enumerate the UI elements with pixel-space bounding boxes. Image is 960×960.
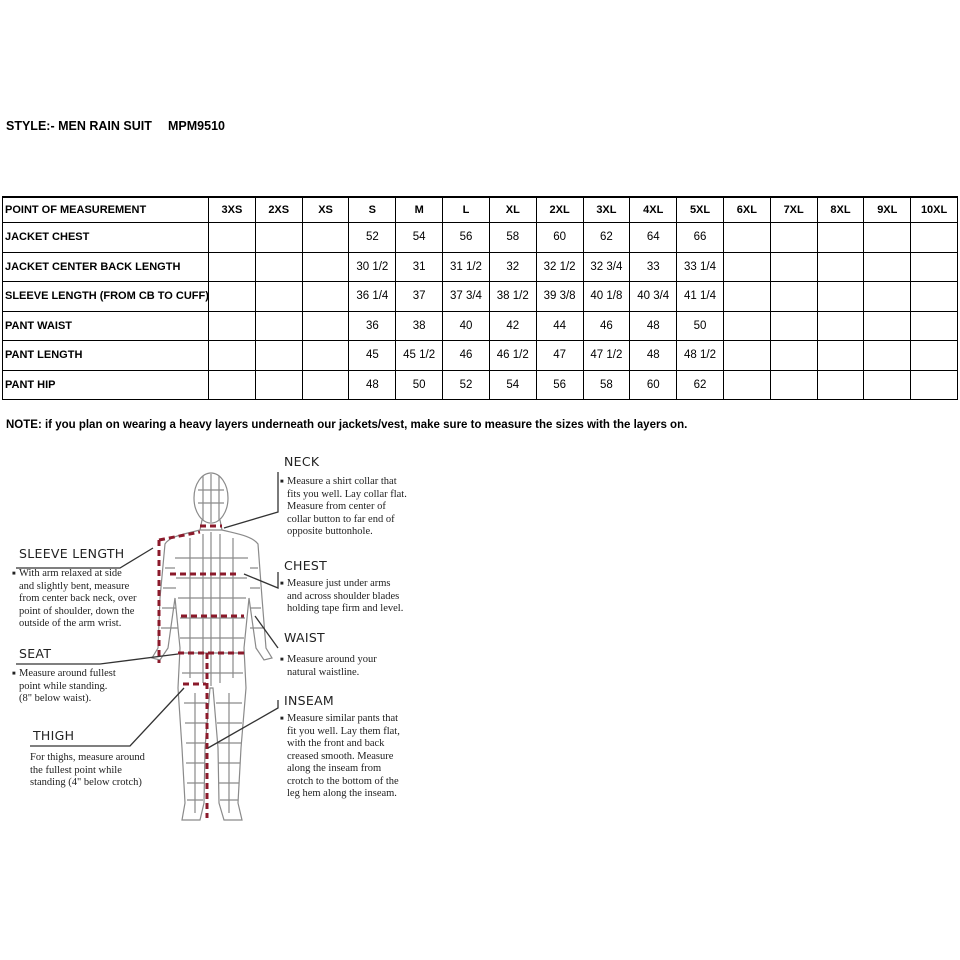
column-header-size: 3XS <box>209 197 256 223</box>
seat-title: SEAT <box>19 646 52 661</box>
measurement-value-cell: 33 1/4 <box>677 252 724 282</box>
description-line: holding tape firm and level. <box>287 603 404 614</box>
bullet-icon: ■ <box>280 479 284 485</box>
measurement-value-cell <box>255 341 302 371</box>
measurement-value-cell <box>255 370 302 400</box>
description-line: with the front and back <box>287 738 385 749</box>
measurement-value-cell <box>723 370 770 400</box>
measurement-value-cell <box>770 370 817 400</box>
description-line: and slightly bent, measure <box>19 580 130 592</box>
measurement-value-cell: 40 3/4 <box>630 282 677 312</box>
measurement-value-cell <box>255 282 302 312</box>
measurement-value-cell: 48 <box>630 341 677 371</box>
measurement-value-cell <box>209 370 256 400</box>
measurement-value-cell <box>817 341 864 371</box>
measurement-value-cell <box>723 341 770 371</box>
measurement-value-cell: 36 <box>349 311 396 341</box>
description-line: leg hem along the inseam. <box>287 788 397 799</box>
measurement-value-cell <box>302 252 349 282</box>
measurement-guide <box>0 448 960 868</box>
description-line: creased smooth. Measure <box>287 750 394 762</box>
measurement-value-cell: 45 <box>349 341 396 371</box>
measurement-value-cell: 54 <box>396 223 443 253</box>
measurement-value-cell <box>209 341 256 371</box>
measurement-value-cell <box>255 311 302 341</box>
inseam-title: INSEAM <box>284 693 335 708</box>
measurement-value-cell <box>911 370 958 400</box>
description-line: outside of the arm wrist. <box>19 618 122 629</box>
measurement-name-cell: PANT HIP <box>3 370 209 400</box>
measurement-value-cell: 60 <box>536 223 583 253</box>
measurement-value-cell: 54 <box>489 370 536 400</box>
measurement-name-cell: PANT LENGTH <box>3 341 209 371</box>
measurement-name-cell: SLEEVE LENGTH (FROM CB TO CUFF) <box>3 282 209 312</box>
description-line: ■ Measure around your <box>280 654 377 665</box>
column-header-size: 3XL <box>583 197 630 223</box>
measurement-value-cell <box>302 311 349 341</box>
column-header-size: 5XL <box>677 197 724 223</box>
column-header-size: L <box>443 197 490 223</box>
measurement-value-cell <box>911 311 958 341</box>
description-line: ■ Measure just under arms <box>280 578 391 589</box>
description-line: point while standing. <box>19 680 108 692</box>
measurement-value-cell <box>723 282 770 312</box>
column-header-size: 4XL <box>630 197 677 223</box>
sleeve-title: SLEEVE LENGTH <box>19 546 125 561</box>
measurement-value-cell: 60 <box>630 370 677 400</box>
measurement-value-cell: 47 1/2 <box>583 341 630 371</box>
measurement-value-cell <box>817 282 864 312</box>
neck-title: NECK <box>284 454 320 469</box>
measurement-name-cell: JACKET CHEST <box>3 223 209 253</box>
bullet-icon: ■ <box>280 581 284 587</box>
measurement-value-cell: 40 <box>443 311 490 341</box>
measurement-value-cell: 36 1/4 <box>349 282 396 312</box>
measurement-value-cell <box>302 341 349 371</box>
measurement-value-cell <box>911 341 958 371</box>
style-label: STYLE:- MEN RAIN SUIT <box>6 119 152 133</box>
chest-title: CHEST <box>284 558 328 573</box>
measurement-value-cell: 58 <box>583 370 630 400</box>
measurement-value-cell: 50 <box>396 370 443 400</box>
measurement-value-cell: 47 <box>536 341 583 371</box>
measurement-value-cell <box>864 311 911 341</box>
description-line: standing (4" below crotch) <box>30 777 142 788</box>
description-line: For thighs, measure around <box>30 752 145 763</box>
description-line: point of shoulder, down the <box>19 605 135 617</box>
measurement-value-cell: 38 <box>396 311 443 341</box>
measurement-value-cell: 31 <box>396 252 443 282</box>
thigh-title: THIGH <box>33 728 75 743</box>
measurement-value-cell <box>723 311 770 341</box>
measurement-value-cell: 42 <box>489 311 536 341</box>
column-header-size: 6XL <box>723 197 770 223</box>
measurement-value-cell: 62 <box>677 370 724 400</box>
description-line: ■ Measure a shirt collar that <box>280 476 397 487</box>
measurement-value-cell: 52 <box>443 370 490 400</box>
measurement-value-cell <box>864 252 911 282</box>
measurement-value-cell <box>817 311 864 341</box>
description-line: Measure from center of <box>287 501 386 512</box>
description-line: ■ Measure around fullest <box>12 668 116 679</box>
measurement-value-cell <box>209 282 256 312</box>
description-line: fit you well. Lay them flat, <box>287 725 400 737</box>
measurement-value-cell: 32 1/2 <box>536 252 583 282</box>
column-header-size: S <box>349 197 396 223</box>
column-header-size: 2XS <box>255 197 302 223</box>
bullet-icon: ■ <box>280 657 284 663</box>
measurement-value-cell: 30 1/2 <box>349 252 396 282</box>
measurement-value-cell: 39 3/8 <box>536 282 583 312</box>
column-header-size: 9XL <box>864 197 911 223</box>
measurement-value-cell <box>209 252 256 282</box>
style-code: MPM9510 <box>168 119 225 133</box>
measurement-value-cell: 37 3/4 <box>443 282 490 312</box>
layering-note: NOTE: if you plan on wearing a heavy layers underneath our jackets/vest, make sure to measure the sizes with the layers on. <box>6 419 688 431</box>
measurement-value-cell <box>817 223 864 253</box>
measurement-value-cell: 48 <box>630 311 677 341</box>
waist-pointer <box>255 616 278 648</box>
measurement-value-cell <box>302 282 349 312</box>
seat-description <box>12 668 116 706</box>
measurement-value-cell <box>302 223 349 253</box>
measurement-value-cell: 46 1/2 <box>489 341 536 371</box>
bullet-icon: ■ <box>12 671 16 677</box>
table-row <box>3 252 958 282</box>
waist-title: WAIST <box>284 630 325 645</box>
measurement-value-cell <box>864 223 911 253</box>
column-header-size: 8XL <box>817 197 864 223</box>
measurement-value-cell: 40 1/8 <box>583 282 630 312</box>
description-line: collar button to far end of <box>287 513 395 525</box>
description-line: natural waistline. <box>287 666 360 678</box>
measurement-value-cell <box>911 252 958 282</box>
bullet-icon: ■ <box>12 571 16 577</box>
measurement-value-cell <box>302 370 349 400</box>
measurement-value-cell <box>770 223 817 253</box>
description-line: opposite buttonhole. <box>287 526 373 537</box>
measurement-value-cell: 31 1/2 <box>443 252 490 282</box>
measurement-value-cell: 32 3/4 <box>583 252 630 282</box>
measurement-value-cell: 48 1/2 <box>677 341 724 371</box>
measurement-value-cell <box>209 311 256 341</box>
measurement-value-cell <box>864 282 911 312</box>
measurement-value-cell <box>817 370 864 400</box>
column-header-size: XS <box>302 197 349 223</box>
size-chart-table <box>2 196 958 400</box>
measurement-value-cell <box>770 252 817 282</box>
column-header-size: 7XL <box>770 197 817 223</box>
measurement-value-cell: 56 <box>443 223 490 253</box>
bullet-icon: ■ <box>280 716 284 722</box>
measurement-value-cell <box>770 282 817 312</box>
description-line: the fullest point while <box>30 764 122 776</box>
page-header <box>6 119 225 133</box>
measurement-value-cell: 37 <box>396 282 443 312</box>
thigh-description <box>30 752 145 790</box>
measurement-value-cell: 44 <box>536 311 583 341</box>
measurement-value-cell <box>255 223 302 253</box>
measurement-value-cell: 62 <box>583 223 630 253</box>
measurement-value-cell <box>209 223 256 253</box>
measurement-value-cell: 66 <box>677 223 724 253</box>
table-row <box>3 370 958 400</box>
measurement-value-cell: 64 <box>630 223 677 253</box>
waist-description <box>280 654 377 679</box>
table-header-row <box>3 197 958 223</box>
column-header-size: M <box>396 197 443 223</box>
measurement-value-cell: 48 <box>349 370 396 400</box>
sleeve-measure-line-top <box>159 532 200 540</box>
body-figure-illustration <box>0 448 960 868</box>
column-header-size: XL <box>489 197 536 223</box>
description-line: along the inseam from <box>287 763 382 774</box>
measurement-value-cell <box>770 341 817 371</box>
description-line: and across shoulder blades <box>287 590 400 602</box>
measurement-value-cell: 58 <box>489 223 536 253</box>
description-line: ■ Measure similar pants that <box>280 713 399 724</box>
measurement-value-cell: 45 1/2 <box>396 341 443 371</box>
inseam-description <box>280 713 400 801</box>
neck-description <box>280 476 407 539</box>
measurement-value-cell: 56 <box>536 370 583 400</box>
measurement-value-cell <box>723 223 770 253</box>
column-header-size: 10XL <box>911 197 958 223</box>
table-row <box>3 223 958 253</box>
measurement-value-cell: 46 <box>583 311 630 341</box>
chest-description <box>280 578 403 616</box>
measurement-value-cell <box>770 311 817 341</box>
neck-pointer <box>224 472 278 528</box>
measurement-value-cell <box>723 252 770 282</box>
table-row <box>3 341 958 371</box>
description-line: (8" below waist). <box>19 693 92 704</box>
description-line: crotch to the bottom of the <box>287 775 399 787</box>
measurement-value-cell: 46 <box>443 341 490 371</box>
measurement-value-cell: 32 <box>489 252 536 282</box>
measurement-value-cell: 52 <box>349 223 396 253</box>
measurement-value-cell: 41 1/4 <box>677 282 724 312</box>
measurement-name-cell: PANT WAIST <box>3 311 209 341</box>
table-row <box>3 311 958 341</box>
measurement-value-cell: 38 1/2 <box>489 282 536 312</box>
measurement-value-cell <box>911 223 958 253</box>
sleeve-description <box>12 568 136 631</box>
measurement-value-cell <box>255 252 302 282</box>
measurement-value-cell <box>864 370 911 400</box>
measurement-value-cell <box>817 252 864 282</box>
measurement-value-cell <box>864 341 911 371</box>
column-header-point-of-measurement: POINT OF MEASUREMENT <box>3 197 209 223</box>
description-line: fits you well. Lay collar flat. <box>287 488 407 500</box>
measurement-value-cell <box>911 282 958 312</box>
measurement-value-cell: 50 <box>677 311 724 341</box>
table-row <box>3 282 958 312</box>
column-header-size: 2XL <box>536 197 583 223</box>
description-line: ■ With arm relaxed at side <box>12 568 122 579</box>
description-line: from center back neck, over <box>19 593 137 604</box>
measurement-value-cell: 33 <box>630 252 677 282</box>
measurement-name-cell: JACKET CENTER BACK LENGTH <box>3 252 209 282</box>
